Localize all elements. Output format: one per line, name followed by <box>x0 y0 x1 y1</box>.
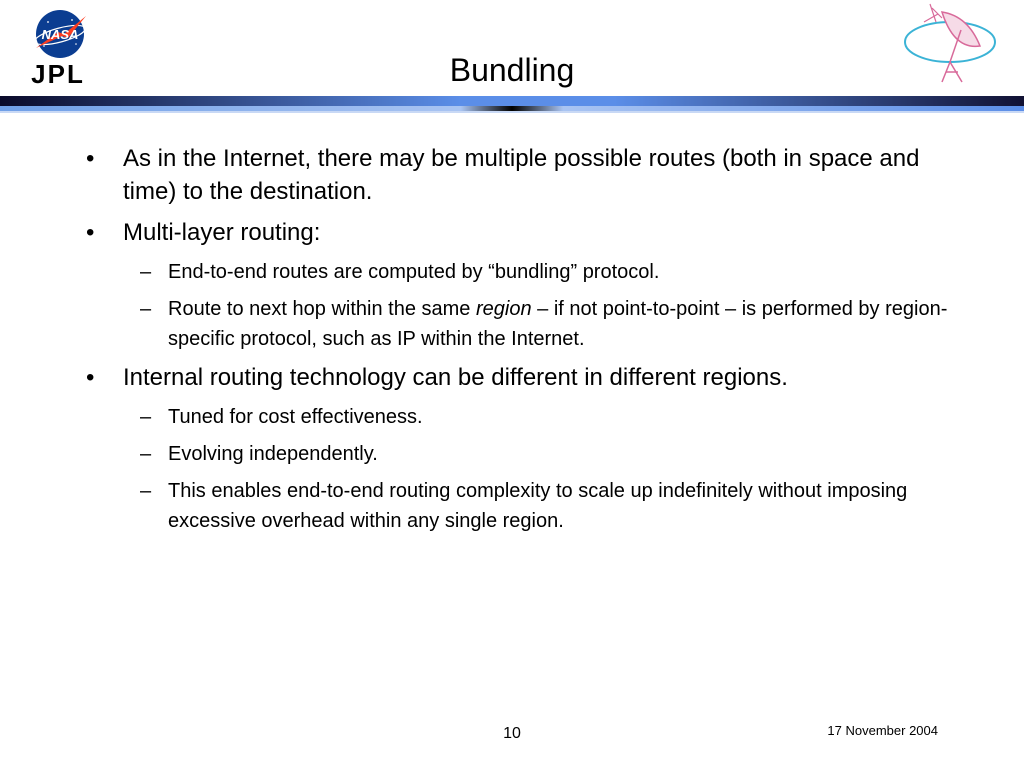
bullet-item <box>0 142 1024 208</box>
sub-bullet-text: Tuned for cost effectiveness. <box>168 406 423 428</box>
sub-bullet-text: This enables end-to-end routing complexity to scale up indefinitely without imposing excessive overhead within any single region. <box>168 480 908 532</box>
bullet-group-3 <box>0 361 1024 536</box>
sub-bullet-text: Evolving independently. <box>168 443 378 465</box>
dash-marker: – <box>140 406 152 428</box>
sub-bullet-item <box>0 402 1024 432</box>
bullet-group-2 <box>0 216 1024 354</box>
sub-bullet-text: End-to-end routes are computed by “bundling” protocol. <box>168 261 660 283</box>
footer-date: 17 November 2004 <box>827 723 938 738</box>
dash-marker: – <box>140 443 152 465</box>
nasa-logo-text: NASA <box>41 27 79 42</box>
bullet-item <box>0 216 1024 249</box>
bullet-text: Multi-layer routing: <box>123 219 321 246</box>
dash-marker: – <box>140 261 152 283</box>
bullet-item <box>0 361 1024 394</box>
slide-title: Bundling <box>449 52 575 88</box>
bullet-marker: • <box>86 364 95 391</box>
bullet-marker: • <box>86 219 95 246</box>
bullet-list <box>0 142 1024 543</box>
bullet-marker: • <box>86 145 95 172</box>
page-number: 10 <box>503 725 521 742</box>
bullet-text: As in the Internet, there may be multiple possible routes (both in space and time) to the destination. <box>123 145 920 205</box>
sub-bullet-emphasis: region <box>475 298 532 320</box>
sub-bullet-text: Route to next hop within the same <box>168 298 476 320</box>
bullet-group-1 <box>0 142 1024 208</box>
sub-bullet-item <box>0 257 1024 287</box>
dash-marker: – <box>140 480 152 502</box>
jpl-logo-text: JPL <box>31 60 85 86</box>
sub-bullet-text-rest: – if not point-to-point – is performed by region-specific protocol, such as IP within the Internet. <box>168 298 948 350</box>
sub-bullet-item <box>0 294 1024 354</box>
sub-bullet-item <box>0 476 1024 536</box>
title-divider <box>0 96 1024 116</box>
sub-bullet-item <box>0 439 1024 469</box>
bullet-text: Internal routing technology can be different in different regions. <box>123 364 788 391</box>
dash-marker: – <box>140 298 152 320</box>
